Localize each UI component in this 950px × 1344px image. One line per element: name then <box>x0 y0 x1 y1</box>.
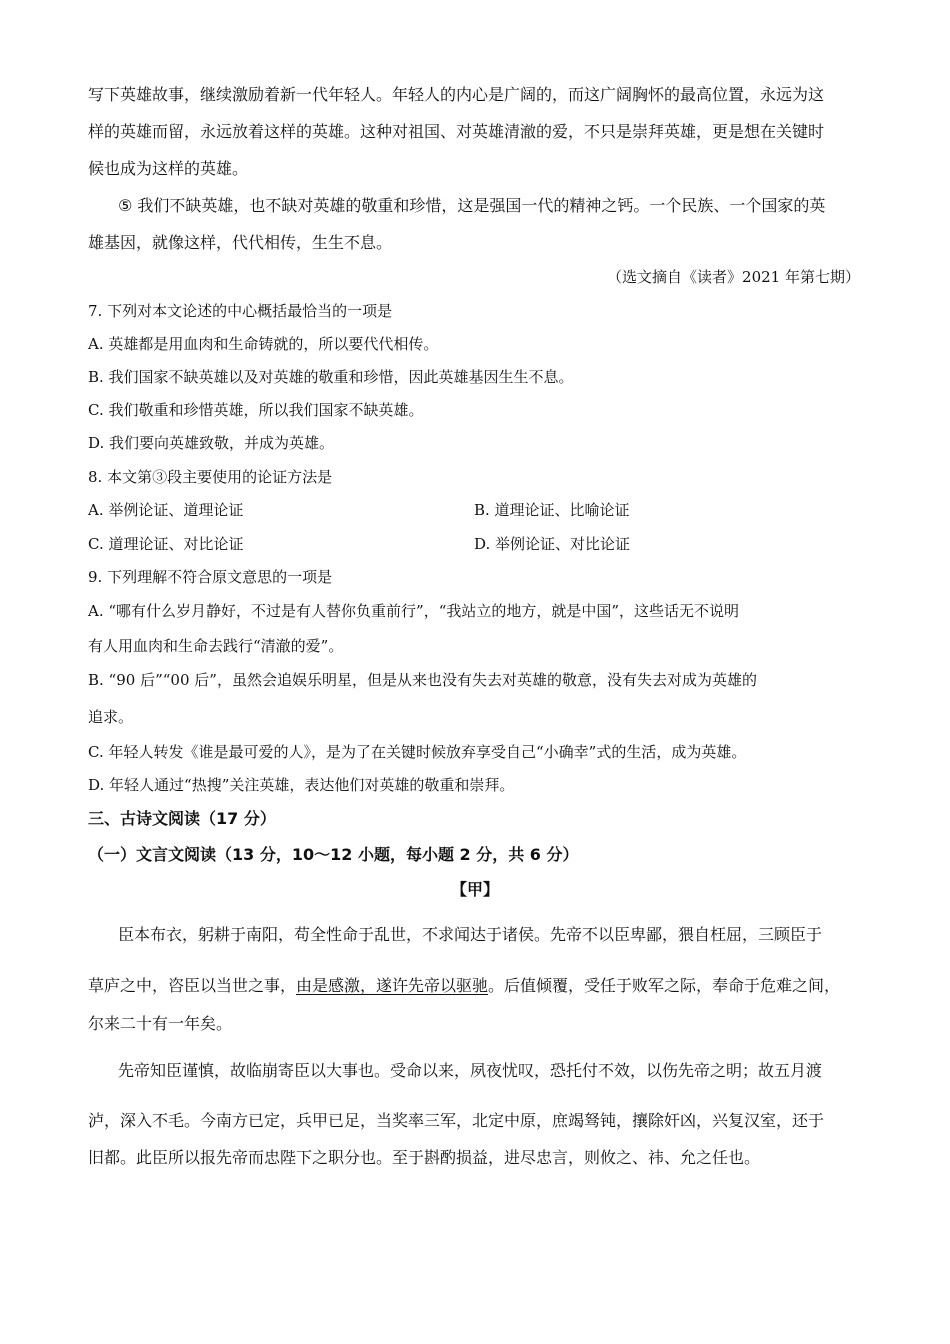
section-3-heading: 三、古诗文阅读（17 分） <box>88 809 276 828</box>
essay-para-top-line-2: 样的英雄而留，永远放着这样的英雄。这种对祖国、对英雄清澈的爱，不只是崇拜英雄，更是想在关键时 <box>88 122 825 141</box>
passage-p1-line-2-start: 草庐之中，咨臣以当世之事， <box>88 976 297 995</box>
essay-source: （选文摘自《读者》2021 年第七期） <box>607 268 860 286</box>
section-3-subheading: （一）文言文阅读（13 分，10～12 小题，每小题 2 分，共 6 分） <box>88 845 579 864</box>
question-7-option-d: D. 我们要向英雄致敬，并成为英雄。 <box>88 434 335 452</box>
question-8-stem: 8. 本文第③段主要使用的论证方法是 <box>88 468 333 486</box>
passage-jia-label: 【甲】 <box>450 880 499 899</box>
question-9-option-c: C. 年轻人转发《谁是最可爱的人》，是为了在关键时候放弃享受自己“小确幸”式的生活，成为英雄。 <box>88 743 747 761</box>
question-9-option-b-line-2: 追求。 <box>88 708 134 726</box>
passage-p1-line-2-end: 。后值倾覆，受任于败军之际，奉命于危难之间， <box>488 976 841 995</box>
passage-p1-line-2 <box>88 973 840 996</box>
question-7-option-b: B. 我们国家不缺英雄以及对英雄的敬重和珍惜，因此英雄基因生生不息。 <box>88 368 574 386</box>
question-8-option-d: D. 举例论证、对比论证 <box>474 535 631 553</box>
essay-para-top-line-3: 候也成为这样的英雄。 <box>88 159 249 178</box>
underlined-phrase: 由是感激，遂许先帝以驱驰 <box>296 976 489 995</box>
question-8-option-a: A. 举例论证、道理论证 <box>88 501 244 519</box>
essay-para-top-line-1: 写下英雄故事，继续激励着新一代年轻人。年轻人的内心是广阔的，而这广阔胸怀的最高位置，永远为这 <box>88 85 825 104</box>
question-9-option-a-line-1: A. “哪有什么岁月静好，不过是有人替你负重前行”，“我站立的地方，就是中国”，这些话无不说明 <box>88 602 740 620</box>
question-7-option-c: C. 我们敬重和珍惜英雄，所以我们国家不缺英雄。 <box>88 401 424 419</box>
passage-p1-line-1: 臣本布衣，躬耕于南阳，苟全性命于乱世，不求闻达于诸侯。先帝不以臣卑鄙，猥自枉屈，三顾臣于 <box>118 925 823 944</box>
essay-para-5-line-2: 雄基因，就像这样，代代相传，生生不息。 <box>88 233 393 252</box>
passage-p1-line-3: 尔来二十有一年矣。 <box>88 1014 233 1033</box>
question-7-stem: 7. 下列对本文论述的中心概括最恰当的一项是 <box>88 302 393 320</box>
essay-para-5-line-1: ⑤ 我们不缺英雄，也不缺对英雄的敬重和珍惜，这是强国一代的精神之钙。一个民族、一个国家的英 <box>118 196 826 215</box>
question-7-option-a: A. 英雄都是用血肉和生命铸就的，所以要代代相传。 <box>88 335 439 353</box>
passage-p2-line-3: 旧都。此臣所以报先帝而忠陛下之职分也。至于斟酌损益，进尽忠言，则攸之、祎、允之任也。 <box>88 1148 761 1167</box>
question-9-stem: 9. 下列理解不符合原文意思的一项是 <box>88 568 333 586</box>
passage-p2-line-2: 泸，深入不毛。今南方已定，兵甲已足，当奖率三军，北定中原，庶竭驽钝，攘除奸凶，兴复汉室，还于 <box>88 1111 825 1130</box>
question-8-option-c: C. 道理论证、对比论证 <box>88 535 244 553</box>
question-9-option-b-line-1: B. “90 后”“00 后”，虽然会追娱乐明星，但是从来也没有失去对英雄的敬意，没有失去对成为英雄的 <box>88 671 757 689</box>
question-8-option-b: B. 道理论证、比喻论证 <box>474 501 630 519</box>
question-9-option-a-line-2: 有人用血肉和生命去践行“清澈的爱”。 <box>88 637 344 655</box>
question-9-option-d: D. 年轻人通过“热搜”关注英雄，表达他们对英雄的敬重和崇拜。 <box>88 776 515 794</box>
passage-p2-line-1: 先帝知臣谨慎，故临崩寄臣以大事也。受命以来，夙夜忧叹，恐托付不效，以伤先帝之明；故五月渡 <box>118 1061 823 1080</box>
